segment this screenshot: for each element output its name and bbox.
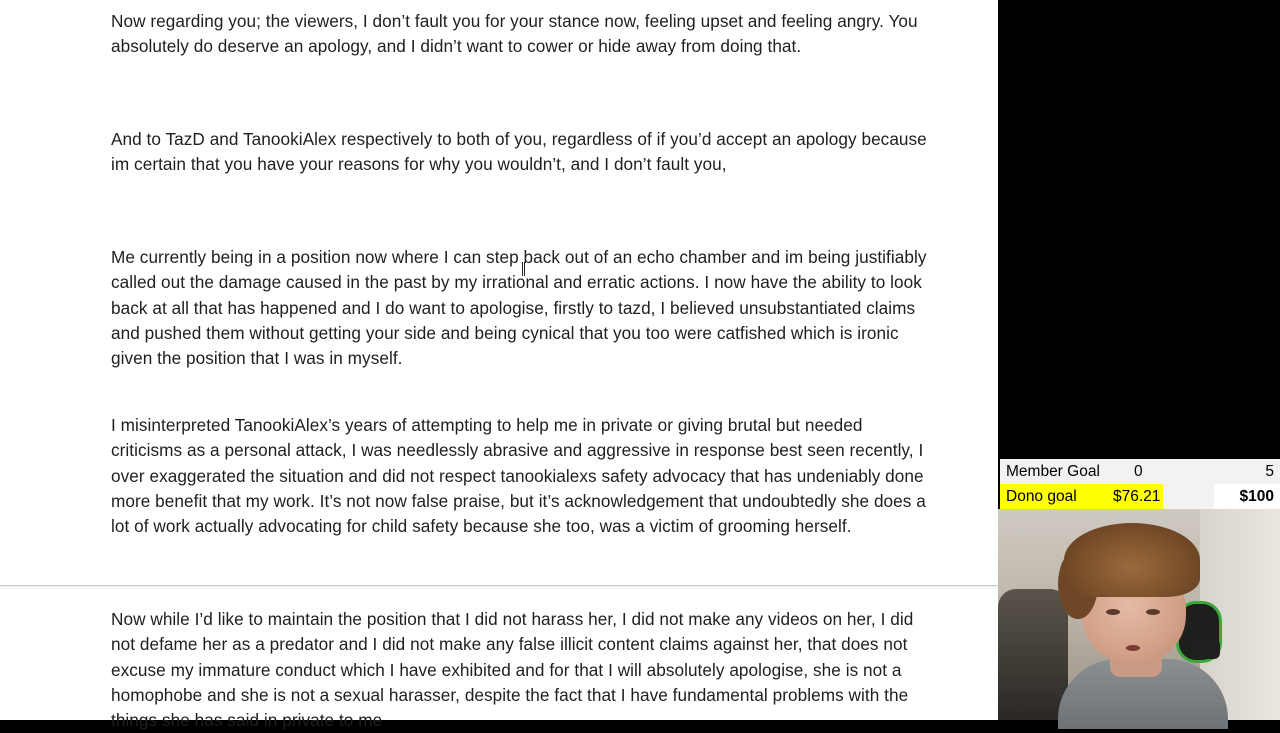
- webcam-person-eye-left: [1106, 609, 1120, 615]
- webcam-feed: [998, 509, 1280, 720]
- webcam-person-eye-right: [1146, 609, 1160, 615]
- document-paragraph-2: And to TazD and TanookiAlex respectively to both of you, regardless of if you’d accept an apology because im certain that you have your reasons for why you wouldn’t, and I don’t fault you,: [111, 129, 927, 175]
- donation-goal-label: Dono goal: [1006, 488, 1077, 505]
- donation-goal-target: $100: [1239, 488, 1274, 505]
- member-goal-row: [1000, 459, 1280, 484]
- document-paragraph-5: Now while I’d like to maintain the position that I did not harass her, I did not make any videos on her, I did not defame her as a predator and I did not make any false illicit content claims against her, that does not excuse my immature conduct which I have exhibited and for that I will absolutely apologise, she is not a homophobe and she is not a sexual harasser, despite the fact that I have fundamental problems with the things she has said in private to me: [111, 609, 914, 731]
- microphone-icon: [1194, 639, 1220, 659]
- document-paragraph-3: Me currently being in a position now where I can step back out of an echo chamber and im being justifiably called out the damage caused in the past by my irrational and erratic actions. I now have the ability to look back at all that has happened and I do want to apologise, firstly to tazd, I believed unsubstantiated claims and pushed them without getting your side and being cynical that you too were catfished which is ironic given the position that I was in myself.: [111, 247, 927, 369]
- stream-goals-widget: [1000, 459, 1280, 509]
- member-goal-current: 0: [1134, 463, 1143, 480]
- member-goal-label: Member Goal: [1006, 463, 1100, 480]
- member-goal-target: 5: [1265, 463, 1274, 480]
- webcam-person-mouth: [1126, 645, 1140, 651]
- document-paragraph-4: I misinterpreted TanookiAlex’s years of attempting to help me in private or giving brutal but needed criticisms as a personal attack, I was needlessly abrasive and aggressive in response best seen recently, I over exaggerated the situation and did not respect tanookialexs safety advocacy that has undeniably done more benefit that my work. It’s not now false praise, but it’s acknowledgement that undoubtedly she does a lot of work actually advocating for child safety because she too, was a victim of grooming herself.: [111, 415, 926, 537]
- text-cursor-icon: [522, 262, 525, 276]
- document-paragraph-1: Now regarding you; the viewers, I don’t fault you for your stance now, feeling upset and feeling angry. You absolutely do deserve an apology, and I didn’t want to cower or hide away from doing that.: [111, 11, 918, 57]
- donation-goal-row: [1000, 484, 1280, 509]
- page-break-shadow: [0, 586, 998, 590]
- webcam-chair: [998, 589, 1068, 720]
- donation-goal-current: $76.21: [1113, 488, 1161, 505]
- webcam-person-hair: [1064, 523, 1200, 597]
